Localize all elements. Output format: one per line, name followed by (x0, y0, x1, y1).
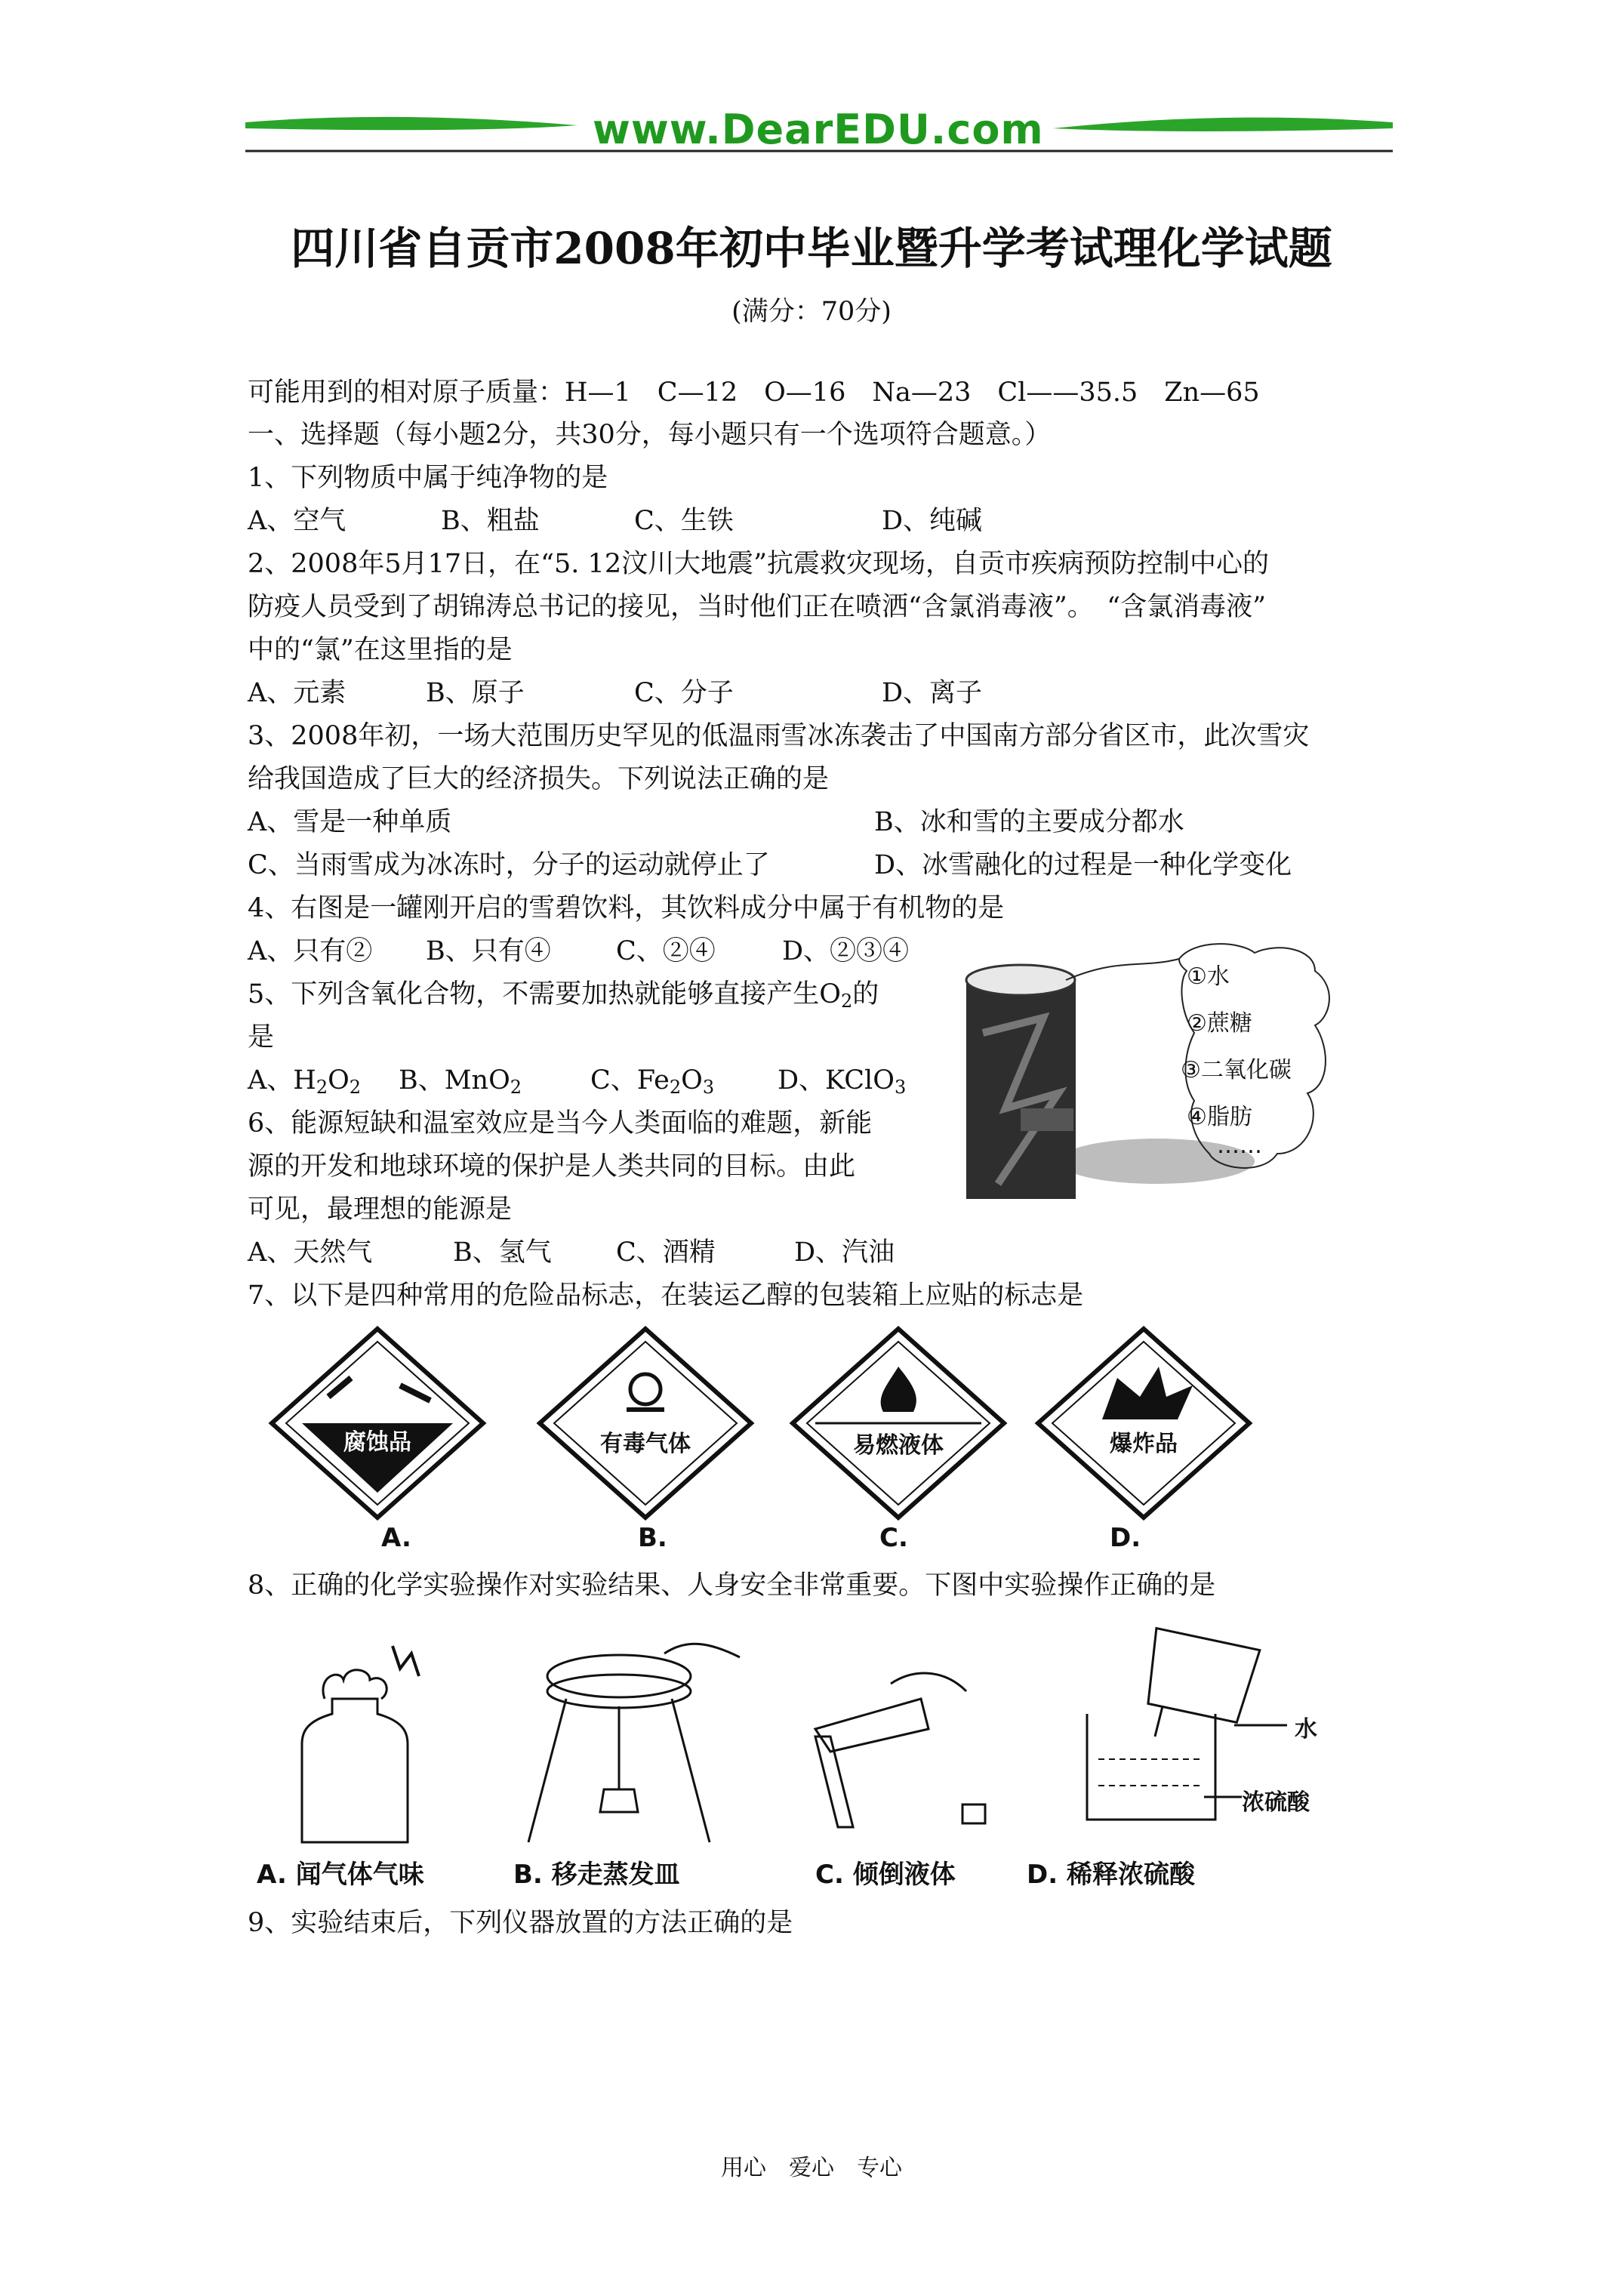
bubble-fat: ④脂肪 (1187, 1104, 1252, 1130)
pouring-liquid-icon (770, 1623, 1012, 1850)
q9-stem: 9、实验结束后，下列仪器放置的方法正确的是 (248, 1908, 793, 1938)
lab-figure-c[interactable] (770, 1623, 1012, 1895)
bubble-co2: ③二氧化碳 (1181, 1057, 1292, 1083)
bubble-water: ①水 (1187, 963, 1230, 990)
q7-stem: 7、以下是四种常用的危险品标志，在装运乙醇的包装箱上应贴的标志是 (248, 1281, 1084, 1311)
q5-option-b[interactable]: B、MnO$_2$ (399, 1065, 522, 1098)
q6-option-c[interactable]: C、酒精 (616, 1237, 716, 1268)
flammable-liquid-sign-icon (789, 1325, 1008, 1521)
q4-stem: 4、右图是一罐刚开启的雪碧饮料，其饮料成分中属于有机物的是 (248, 893, 1005, 923)
sign-c-letter: C. (879, 1523, 908, 1553)
q3-line-2: 给我国造成了巨大的经济损失。下列说法正确的是 (248, 764, 830, 794)
q4-option-c[interactable]: C、②④ (616, 936, 716, 966)
gas-bottle-icon (257, 1623, 483, 1850)
label-water: 水 (1295, 1716, 1317, 1743)
score-note: (满分：70分) (731, 297, 892, 327)
lab-figure-d[interactable] (1027, 1623, 1344, 1895)
sign-d-letter: D. (1110, 1523, 1141, 1553)
q4-option-d[interactable]: D、②③④ (782, 936, 910, 966)
q2-option-a[interactable]: A、元素 (248, 678, 346, 708)
q1-option-c[interactable]: C、生铁 (634, 506, 734, 536)
q1-option-d[interactable]: D、纯碱 (882, 506, 983, 536)
q3-option-c[interactable]: C、当雨雪成为冰冻时，分子的运动就停止了 (248, 850, 770, 880)
soda-can-figure (953, 935, 1345, 1214)
flammable-liquid-label: 易燃液体 (853, 1432, 944, 1459)
q5-stem-post: 的 (852, 979, 879, 1009)
toxic-gas-sign-icon (536, 1325, 755, 1521)
page-title: 四川省自贡市2008年初中毕业暨升学考试理化学试题 (291, 223, 1332, 274)
lab-figure-b[interactable] (513, 1623, 755, 1895)
q5-stem-pre: 5、下列含氧化合物，不需要加热就能够直接产生O (248, 979, 841, 1009)
q6-option-d[interactable]: D、汽油 (794, 1237, 895, 1268)
q5-option-c[interactable]: C、$Fe_2O_3$ (590, 1065, 715, 1098)
lab-figure-a[interactable] (257, 1623, 483, 1895)
hazard-sign-b[interactable] (536, 1325, 755, 1559)
sign-a-letter: A. (381, 1523, 411, 1553)
q3-line-1: 3、2008年初，一场大范围历史罕见的低温雨雪冰冻袭击了中国南方部分省区市，此次雪灾 (248, 721, 1310, 751)
q1-option-a[interactable]: A、空气 (248, 506, 346, 536)
q2-option-c[interactable]: C、分子 (634, 678, 734, 708)
q3-option-d[interactable]: D、冰雪融化的过程是一种化学变化 (874, 850, 1292, 880)
q3-option-a[interactable]: A、雪是一种单质 (248, 807, 452, 837)
atomic-masses: 可能用到的相对原子质量：H—1 C—12 O—16 Na—23 Cl——35.5 Zn—65 (248, 378, 1260, 408)
hazard-sign-d[interactable] (1034, 1325, 1253, 1559)
caption-b: B. 移走蒸发皿 (513, 1860, 680, 1890)
q4-option-b[interactable]: B、只有④ (426, 936, 551, 966)
corrosive-label: 腐蚀品 (343, 1429, 411, 1456)
q8-stem: 8、正确的化学实验操作对实验结果、人身安全非常重要。下图中实验操作正确的是 (248, 1570, 1216, 1601)
explosive-label: 爆炸品 (1110, 1431, 1178, 1457)
evaporating-dish-icon (513, 1623, 755, 1850)
hazard-sign-a[interactable] (268, 1325, 487, 1559)
q1-stem: 1、下列物质中属于纯净物的是 (248, 463, 608, 493)
q5-option-d[interactable]: D、KClO$_3$ (778, 1065, 907, 1098)
header-banner (245, 106, 1393, 159)
bubble-ellipsis: …… (1217, 1133, 1262, 1159)
q5-line-1 (248, 978, 879, 1018)
q4-option-a[interactable]: A、只有② (248, 936, 373, 966)
q5-option-a[interactable]: A、$H_2O_2$ (248, 1065, 362, 1098)
q2-option-b[interactable]: B、原子 (426, 678, 525, 708)
q6-option-b[interactable]: B、氢气 (453, 1237, 552, 1268)
page-footer: 用心 爱心 专心 (721, 2155, 902, 2181)
caption-a: A. 闻气体气味 (257, 1860, 424, 1890)
q6-option-a[interactable]: A、天然气 (248, 1237, 373, 1268)
explosive-sign-icon (1034, 1325, 1253, 1521)
caption-d: D. 稀释浓硫酸 (1027, 1860, 1195, 1890)
sign-b-letter: B. (638, 1523, 667, 1553)
bubble-sucrose: ②蔗糖 (1187, 1010, 1252, 1037)
header-site-link[interactable]: www.DearEDU.com (593, 106, 1044, 153)
q3-option-b[interactable]: B、冰和雪的主要成分都水 (874, 807, 1184, 837)
q6-line-3: 可见，最理想的能源是 (248, 1194, 513, 1225)
label-conc-acid: 浓硫酸 (1242, 1789, 1310, 1816)
q5-stem-sub: 2 (840, 991, 853, 1012)
q5-line-2: 是 (248, 1022, 275, 1052)
q1-option-b[interactable]: B、粗盐 (441, 506, 540, 536)
caption-c: C. 倾倒液体 (815, 1860, 956, 1890)
q2-option-d[interactable]: D、离子 (882, 678, 983, 708)
q2-line-3: 中的“氯”在这里指的是 (248, 635, 513, 665)
q2-line-1: 2、2008年5月17日，在“5. 12汶川大地震”抗震救灾现场，自贡市疾病预防控制中心的 (248, 549, 1269, 579)
toxic-gas-label: 有毒气体 (600, 1431, 691, 1457)
q6-line-2: 源的开发和地球环境的保护是人类共同的目标。由此 (248, 1151, 856, 1182)
q2-line-2: 防疫人员受到了胡锦涛总书记的接见，当时他们正在喷洒“含氯消毒液”。 “含氯消毒液” (248, 592, 1267, 622)
hazard-sign-c[interactable] (789, 1325, 1008, 1559)
q6-line-1: 6、能源短缺和温室效应是当今人类面临的难题，新能 (248, 1108, 873, 1139)
section-heading: 一、选择题（每小题2分，共30分，每小题只有一个选项符合题意。） (248, 420, 1052, 450)
